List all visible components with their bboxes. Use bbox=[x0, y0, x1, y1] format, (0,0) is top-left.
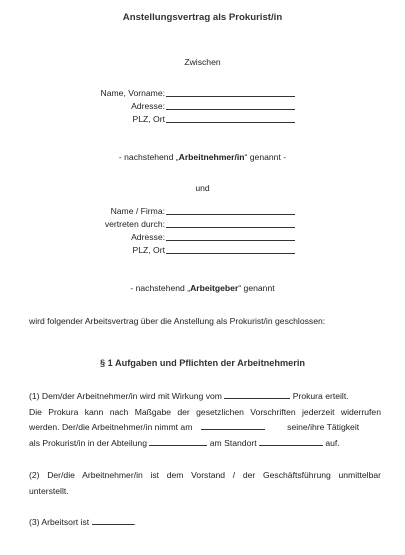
employer-city-row bbox=[0, 245, 405, 257]
field-label: Name / Firma: bbox=[110, 206, 165, 216]
paragraph-line bbox=[29, 420, 381, 436]
paragraph-1 bbox=[29, 389, 381, 451]
fill-in-line bbox=[166, 122, 295, 123]
note-bold: Arbeitgeber bbox=[190, 283, 239, 293]
employee-designation bbox=[0, 152, 405, 162]
fill-in-line bbox=[166, 227, 295, 228]
text-run: . bbox=[133, 517, 136, 527]
paragraph-2 bbox=[29, 468, 381, 499]
employer-representative-row bbox=[0, 219, 405, 231]
employee-city-row bbox=[0, 114, 405, 126]
field-label: PLZ, Ort bbox=[132, 245, 165, 255]
paragraph-line: Die Prokura kann nach Maßgabe der gesetzlichen Vorschriften jederzeit widerrufen bbox=[29, 406, 381, 417]
and-label: und bbox=[195, 183, 210, 193]
fill-in-blank bbox=[201, 421, 265, 430]
paragraph-line: (2) Der/die Arbeitnehmer/in ist dem Vorstand / der Geschäftsführung unmittelbar bbox=[29, 470, 381, 480]
paragraph-line bbox=[29, 389, 381, 405]
fill-in-blank bbox=[259, 437, 323, 446]
paragraph-3 bbox=[29, 515, 381, 531]
note-suffix: “ genannt - bbox=[244, 152, 287, 162]
note-bold: Arbeitnehmer/in bbox=[178, 152, 245, 162]
fill-in-blank bbox=[92, 516, 134, 525]
fill-in-line bbox=[166, 109, 295, 110]
fill-in-blank bbox=[149, 437, 207, 446]
text-run: als Prokurist/in in der Abteilung bbox=[29, 437, 147, 448]
field-label: PLZ, Ort bbox=[132, 114, 165, 124]
note-prefix: - nachstehend „ bbox=[130, 283, 191, 293]
fill-in-line bbox=[166, 96, 295, 97]
employee-address-row bbox=[0, 101, 405, 113]
field-label: Adresse: bbox=[131, 101, 165, 111]
paragraph-line bbox=[29, 515, 381, 531]
employer-name-row bbox=[0, 206, 405, 218]
contract-intro: wird folgender Arbeitsvertrag über die Anstellung als Prokurist/in geschlossen: bbox=[29, 316, 326, 326]
text-run: (3) Arbeitsort ist bbox=[29, 517, 90, 527]
document-title: Anstellungsvertrag als Prokurist/in bbox=[122, 12, 283, 23]
paragraph-line bbox=[29, 436, 381, 452]
employee-name-row bbox=[0, 88, 405, 100]
note-suffix: “ genannt bbox=[238, 283, 275, 293]
text-run: seine/ihre Tätigkeit bbox=[287, 422, 360, 432]
employer-designation bbox=[0, 283, 405, 293]
text-run: auf. bbox=[325, 437, 340, 448]
fill-in-line bbox=[166, 253, 295, 254]
text-run: (1) Dem/der Arbeitnehmer/in wird mit Wirkung vom bbox=[29, 391, 222, 401]
between-label: Zwischen bbox=[184, 57, 221, 67]
field-label: Adresse: bbox=[131, 232, 165, 242]
employer-address-row bbox=[0, 232, 405, 244]
paragraph-line: unterstellt. bbox=[29, 485, 69, 496]
text-run: am Standort bbox=[209, 437, 257, 448]
text-run: werden. Der/die Arbeitnehmer/in nimmt am bbox=[29, 422, 193, 432]
fill-in-blank bbox=[224, 390, 290, 399]
note-prefix: - nachstehend „ bbox=[118, 152, 179, 162]
section-1-heading: § 1 Aufgaben und Pflichten der Arbeitnehmerin bbox=[99, 358, 306, 368]
text-run: Prokura erteilt. bbox=[292, 391, 349, 401]
field-label: Name, Vorname: bbox=[100, 88, 165, 98]
field-label: vertreten durch: bbox=[104, 219, 165, 229]
fill-in-line bbox=[166, 240, 295, 241]
fill-in-line bbox=[166, 214, 295, 215]
